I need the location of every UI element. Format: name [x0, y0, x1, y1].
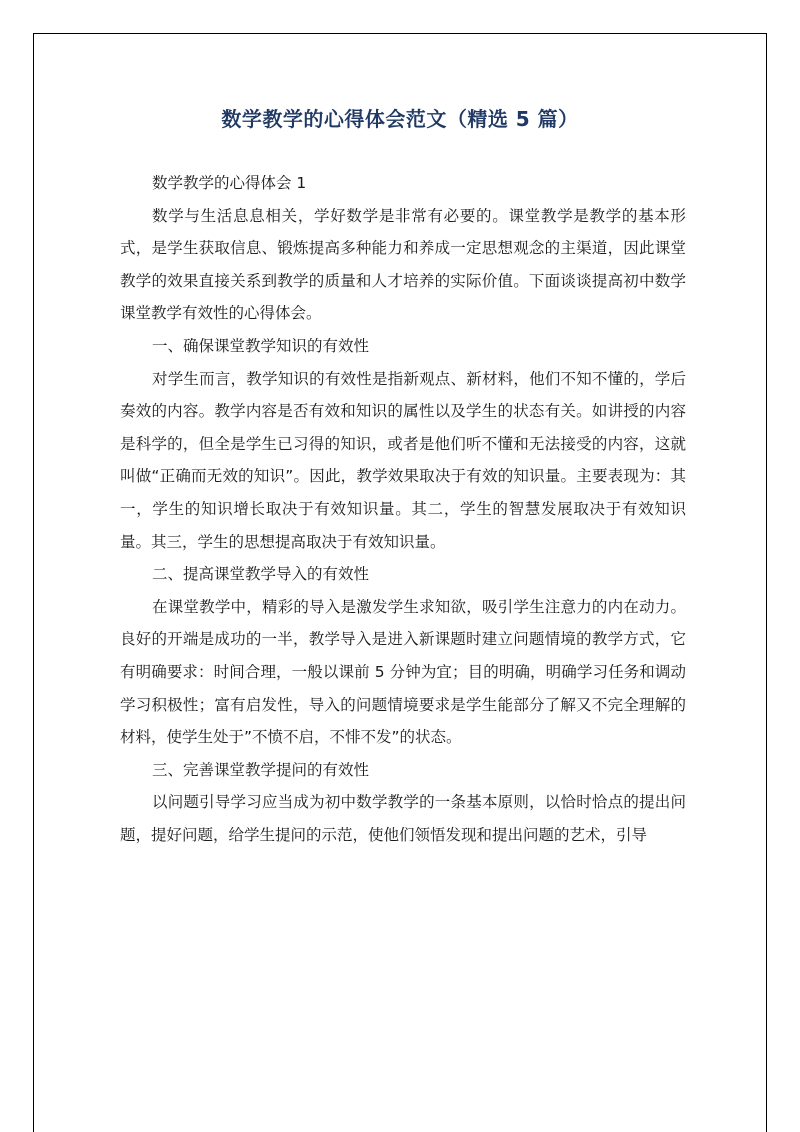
subheading-one: 一、确保课堂教学知识的有效性 [152, 336, 370, 355]
subheading-two: 二、提高课堂教学导入的有效性 [152, 565, 370, 584]
paragraph-introduction: 在课堂教学中，精彩的导入是激发学生求知欲，吸引学生注意力的内在动力。良好的开端是成功的一半，教学导入是进入新课题时建立问题情境的教学方式，它有明确要求：时间合理，一般以课前 5 分钟为宜；目的明确，明确学习任务和调动学习积极性；富有启发性，导入的问题情境要求是学生能部分了解又不完全理解的材料，使学生处于”不愤不启，不悱不发”的状态。 [120, 597, 686, 747]
section-heading-1: 数学教学的心得体会 1 [152, 174, 307, 192]
paragraph-knowledge: 对学生而言，教学知识的有效性是指新观点、新材料，他们不知不懂的，学后奏效的内容。教学内容是否有效和知识的属性以及学生的状态有关。如讲授的内容是科学的，但全是学生已习得的知识，或者是他们听不懂和无法接受的内容，这就叫做“正确而无效的知识”。因此，教学效果取决于有效的知识量。主要表现为：其一，学生的知识增长取决于有效知识量。其二，学生的智慧发展取决于有效知识量。其三，学生的思想提高取决于有效知识量。 [120, 369, 686, 551]
subheading-three: 三、完善课堂教学提问的有效性 [152, 760, 370, 779]
paragraph-questioning: 以问题引导学习应当成为初中数学教学的一条基本原则，以恰时恰点的提出问题，提好问题，给学生提问的示范，使他们领悟发现和提出问题的艺术，引导 [120, 793, 686, 844]
paragraph-intro: 数学与生活息息相关，学好数学是非常有必要的。课堂教学是教学的基本形式，是学生获取信息、锻炼提高多种能力和养成一定思想观念的主渠道，因此课堂教学的效果直接关系到教学的质量和人才培养的实际价值。下面谈谈提高初中数学课堂教学有效性的心得体会。 [120, 206, 686, 323]
document-body [120, 167, 686, 851]
document-title: 数学教学的心得体会范文（精选 5 篇） [221, 107, 579, 131]
